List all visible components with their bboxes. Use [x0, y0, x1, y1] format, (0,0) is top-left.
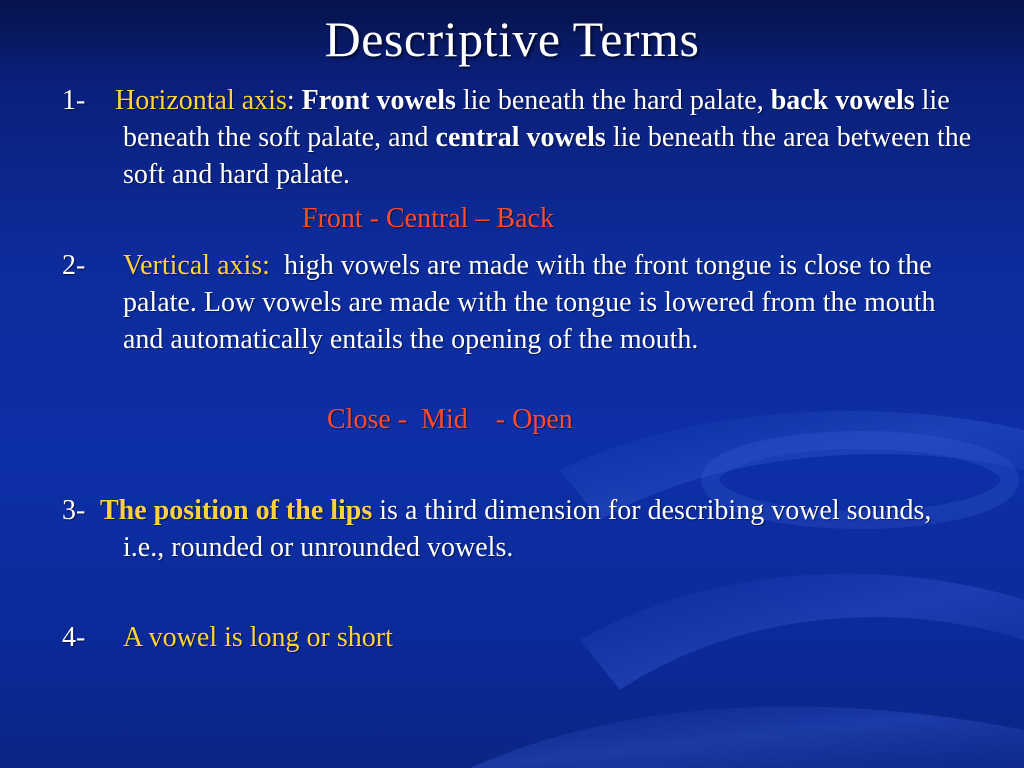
slide-title: Descriptive Terms: [324, 11, 700, 67]
item-3-label: The position of the lips: [100, 495, 373, 526]
item-1-number: 1-: [62, 85, 86, 116]
item-1-label: Horizontal axis: [115, 85, 287, 116]
item-3-number: 3-: [62, 495, 86, 526]
item-2-number: 2-: [62, 250, 86, 281]
item-4-label: A vowel is long or short: [123, 622, 393, 653]
item-1-text: Horizontal axis: Front vowels lie beneath the hard palate, back vowels lie beneath the soft palate, and central vowels lie beneath the area between the soft and hard palate.: [115, 85, 972, 190]
term-back-vowels: back vowels: [770, 85, 915, 116]
item-4-number: 4-: [62, 622, 86, 653]
vertical-scale: Close - Mid - Open: [327, 404, 573, 435]
item-3-text: The position of the lips is a third dimension for describing vowel sounds, i.e., rounded or unrounded vowels.: [100, 495, 932, 563]
item-2-label: Vertical axis:: [123, 250, 270, 281]
item-2-text: Vertical axis: high vowels are made with the front tongue is close to the palate. Low vowels are made with the tongue is lowered from the mouth and automatically entails the opening of the mouth.: [123, 250, 943, 355]
horizontal-scale: Front - Central – Back: [302, 203, 554, 234]
term-central-vowels: central vowels: [435, 122, 606, 153]
term-front-vowels: Front vowels: [301, 85, 456, 116]
